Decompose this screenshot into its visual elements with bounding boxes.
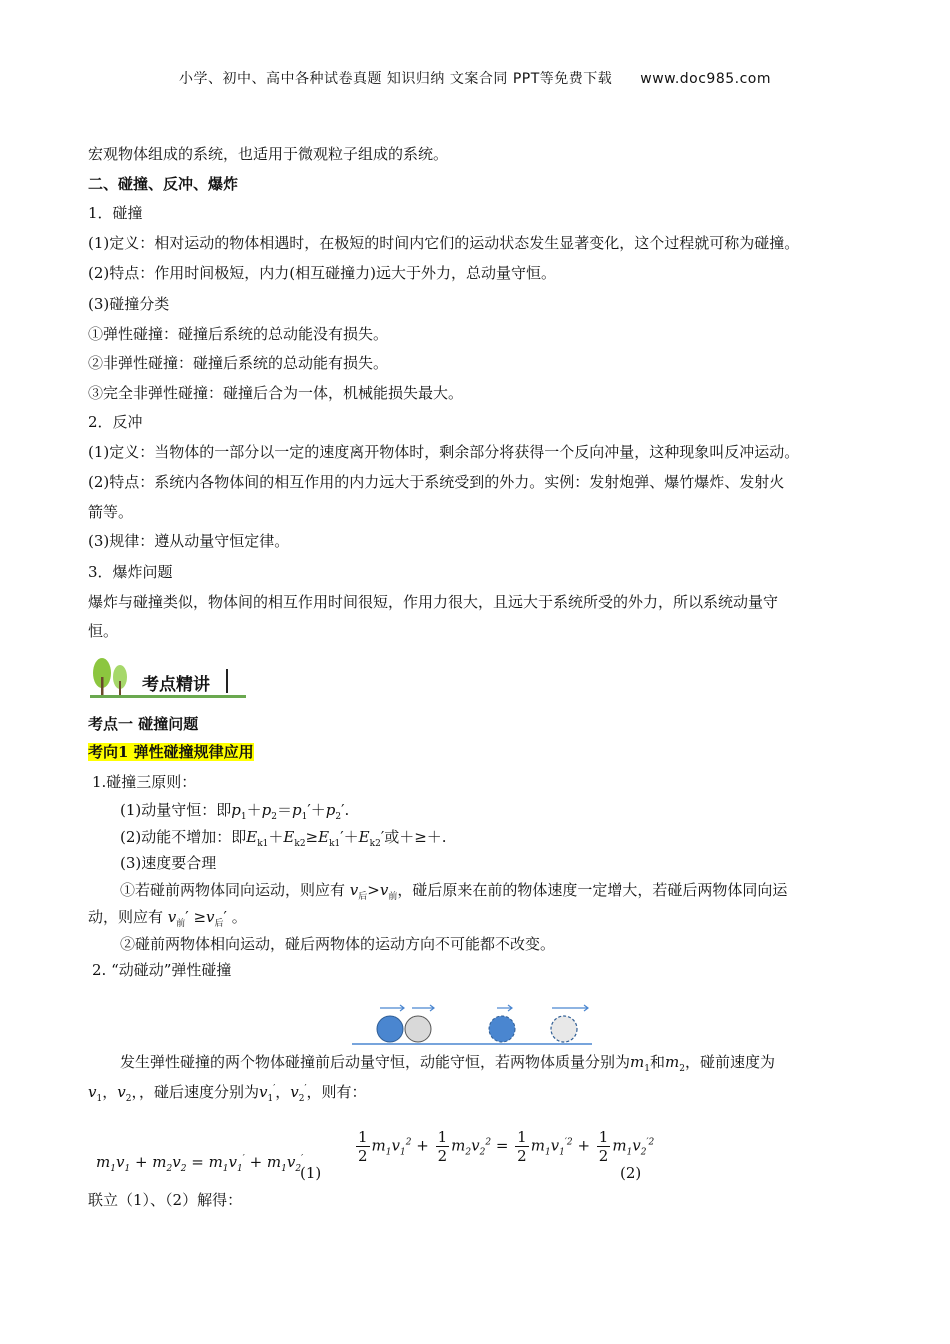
text-line: 宏观物体组成的系统，也适用于微观粒子组成的系统。 xyxy=(88,145,449,163)
text-line: (2)动能不增加：即$E_{k1}+E_{k2}\ge E_{k1}'+E_{k2}'$或＋≥＋. xyxy=(120,828,447,849)
text-line: 爆炸与碰撞类似，物体间的相互作用时间很短，作用力很大，且远大于系统所受的外力，所以系统动量守 xyxy=(88,593,779,611)
equation-tag-1: (1) xyxy=(300,1164,322,1182)
kd-subtitle xyxy=(88,742,254,762)
text-line: 发生弹性碰撞的两个物体碰撞前后动量守恒，动能守恒，若两物体质量分别为$m_1$和$m_2$，碰前速度为 xyxy=(120,1053,775,1074)
text-line: 恒。 xyxy=(88,622,119,640)
text-line: (1)动量守恒：即$p_1+p_2=p_1'+p_2'$. xyxy=(120,801,350,822)
text-line: (1)定义：相对运动的物体相遇时，在极短的时间内它们的运动状态发生显著变化，这个过程就可称为碰撞。 xyxy=(88,234,800,252)
text-line: 3．爆炸问题 xyxy=(88,563,173,581)
text-line: (1)定义：当物体的一部分以一定的速度离开物体时，剩余部分将获得一个反向冲量，这种现象叫反冲运动。 xyxy=(88,443,800,461)
equation-energy: $\frac{1}{2}$ $m_1v_1^2$ + $\frac{1}{2}$ $m_2v_2^2$ = $\frac{1}{2}$ $m_1v_1^{'2}$ + $\frac{1}{2}$ $m_1v_2^{'2}$ xyxy=(358,1128,655,1165)
header-text: 小学、初中、高中各种试卷真题 知识归纳 文案合同 PPT等免费下载 xyxy=(178,71,613,87)
collision-diagram xyxy=(352,996,592,1048)
text-line: ③完全非弹性碰撞：碰撞后合为一体，机械能损失最大。 xyxy=(88,384,464,402)
text-line: ②碰前两物体相向运动，碰后两物体的运动方向不可能都不改变。 xyxy=(120,935,556,953)
text-line: 1.碰撞三原则： xyxy=(92,773,197,791)
text-line: 箭等。 xyxy=(88,503,134,521)
header-url[interactable]: www.doc985.com xyxy=(640,71,772,87)
text-line: 2．反冲 xyxy=(88,413,143,431)
text-line: (2)特点：作用时间极短，内力(相互碰撞力)远大于外力，总动量守恒。 xyxy=(88,264,556,282)
text-line: (3)速度要合理 xyxy=(120,854,217,872)
text-line: ②非弹性碰撞：碰撞后系统的总动能有损失。 xyxy=(88,354,389,372)
text-line: 动，则应有 $v_前' \ge v_后'$ 。 xyxy=(88,908,247,929)
page-header xyxy=(0,68,950,88)
equation-momentum: $m_1v_1 + m_2v_2 = m_1v_1' + m_1v_2'$ xyxy=(96,1153,304,1174)
highlight-subtitle: 考向1 弹性碰撞规律应用 xyxy=(88,743,254,761)
equation-tag-2: (2) xyxy=(620,1164,642,1182)
text-line: ①弹性碰撞：碰撞后系统的总动能没有损失。 xyxy=(88,325,389,343)
text-line: ①若碰前两物体同向运动，则应有 $v_后>v_前$，碰后原来在前的物体速度一定增大，若碰后两物体同向运 xyxy=(120,881,788,902)
text-line: $v_1$，$v_2$，，碰后速度分别为$v_1'$，$v_2'$，则有： xyxy=(88,1083,367,1104)
text-line: 联立（1）、（2）解得： xyxy=(88,1191,243,1209)
text-line: 2. “动碰动”弹性碰撞 xyxy=(92,961,232,979)
badge-label: 考点精讲 xyxy=(142,675,210,695)
kd-title: 考点一 碰撞问题 xyxy=(88,715,199,733)
text-line: (3)规律：遵从动量守恒定律。 xyxy=(88,532,290,550)
text-line: 1．碰撞 xyxy=(88,204,143,222)
text-line: (2)特点：系统内各物体间的相互作用的内力远大于系统受到的外力。实例：发射炮弹、爆竹爆炸、发射火 xyxy=(88,473,785,491)
section-heading: 二、碰撞、反冲、爆炸 xyxy=(88,175,239,193)
text-line: (3)碰撞分类 xyxy=(88,295,170,313)
